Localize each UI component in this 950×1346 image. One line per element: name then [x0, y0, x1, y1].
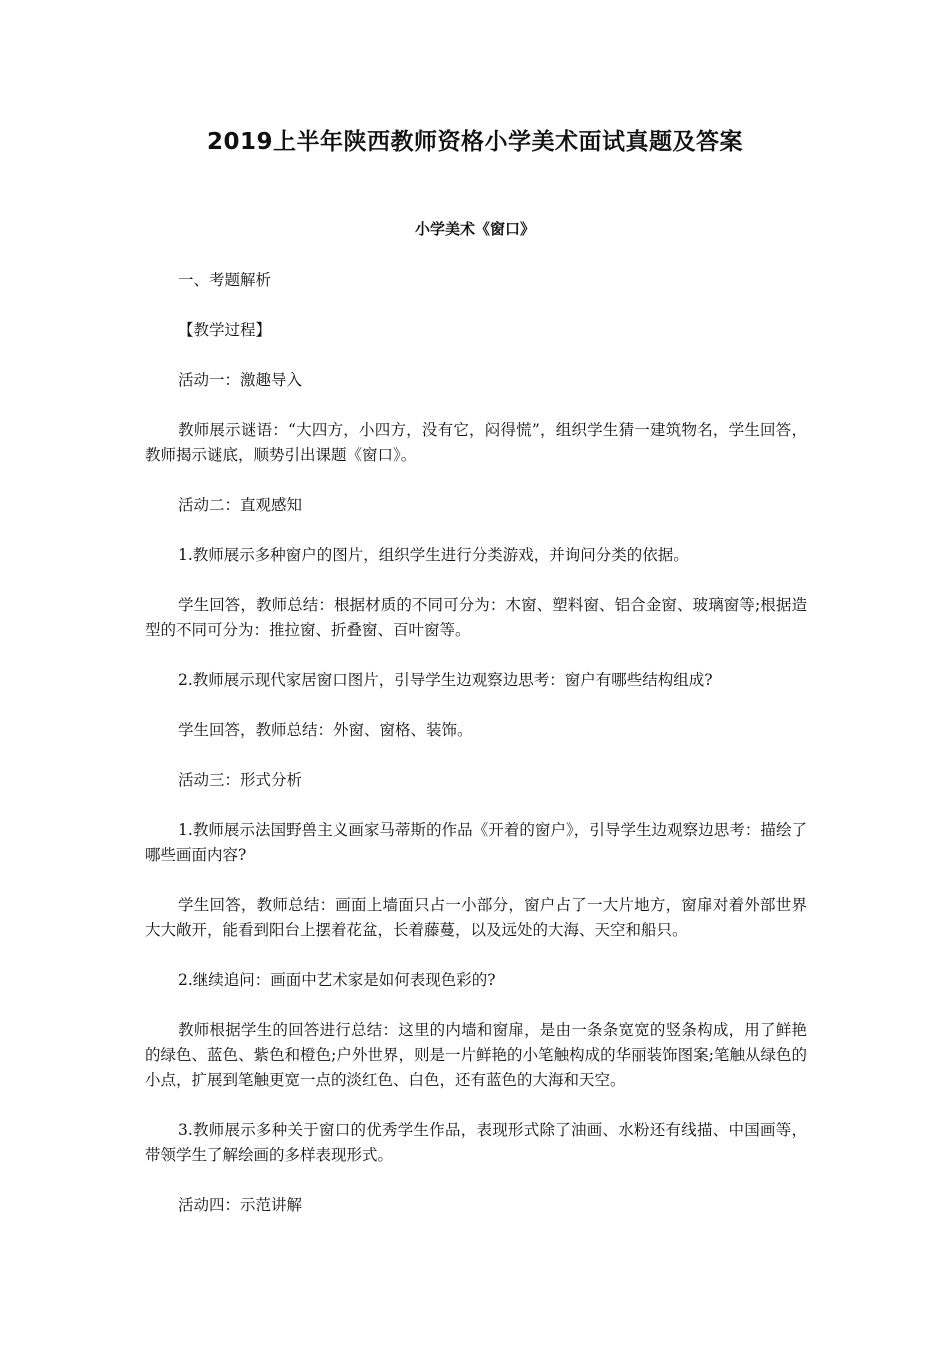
body-paragraph: 学生回答，教师总结：外窗、窗格、装饰。 [178, 721, 473, 739]
body-paragraph: 2.教师展示现代家居窗口图片，引导学生边观察边思考：窗户有哪些结构组成? [178, 671, 713, 689]
section-heading: 【教学过程】 [178, 321, 272, 339]
body-paragraph: 教师展示谜语：“大四方，小四方，没有它，闷得慌”，组织学生猜一建筑物名，学生回答，教师揭示谜底，顺势引出课题《窗口》。 [145, 421, 807, 464]
document-title: 2019上半年陕西教师资格小学美术面试真题及答案 [206, 129, 743, 155]
body-paragraph: 学生回答，教师总结：画面上墙面只占一小部分，窗户占了一大片地方，窗扉对着外部世界大大敞开，能看到阳台上摆着花盆，长着藤蔓，以及远处的大海、天空和船只。 [145, 896, 807, 939]
body-paragraph: 学生回答，教师总结：根据材质的不同可分为：木窗、塑料窗、铝合金窗、玻璃窗等;根据造型的不同可分为：推拉窗、折叠窗、百叶窗等。 [145, 596, 807, 639]
activity-heading: 活动一：激趣导入 [178, 371, 303, 389]
activity-heading: 活动二：直观感知 [178, 496, 303, 514]
body-paragraph: 教师根据学生的回答进行总结：这里的内墙和窗扉，是由一条条宽宽的竖条构成，用了鲜艳的绿色、蓝色、紫色和橙色;户外世界，则是一片鲜艳的小笔触构成的华丽装饰图案;笔触从绿色的小点，扩展到笔触更宽一点的淡红色、白色，还有蓝色的大海和天空。 [145, 1021, 807, 1089]
body-paragraph: 1.教师展示多种窗户的图片，组织学生进行分类游戏，并询问分类的依据。 [178, 546, 689, 564]
body-paragraph: 3.教师展示多种关于窗口的优秀学生作品，表现形式除了油画、水粉还有线描、中国画等，带领学生了解绘画的多样表现形式。 [145, 1121, 807, 1164]
body-paragraph: 2.继续追问：画面中艺术家是如何表现色彩的? [178, 971, 496, 989]
body-paragraph: 1.教师展示法国野兽主义画家马蒂斯的作品《开着的窗户》，引导学生边观察边思考：描绘了哪些画面内容? [145, 821, 807, 864]
activity-heading: 活动三：形式分析 [178, 771, 303, 789]
section-heading: 一、考题解析 [178, 271, 272, 289]
activity-heading: 活动四：示范讲解 [178, 1196, 303, 1214]
document-subtitle: 小学美术《窗口》 [414, 220, 535, 238]
